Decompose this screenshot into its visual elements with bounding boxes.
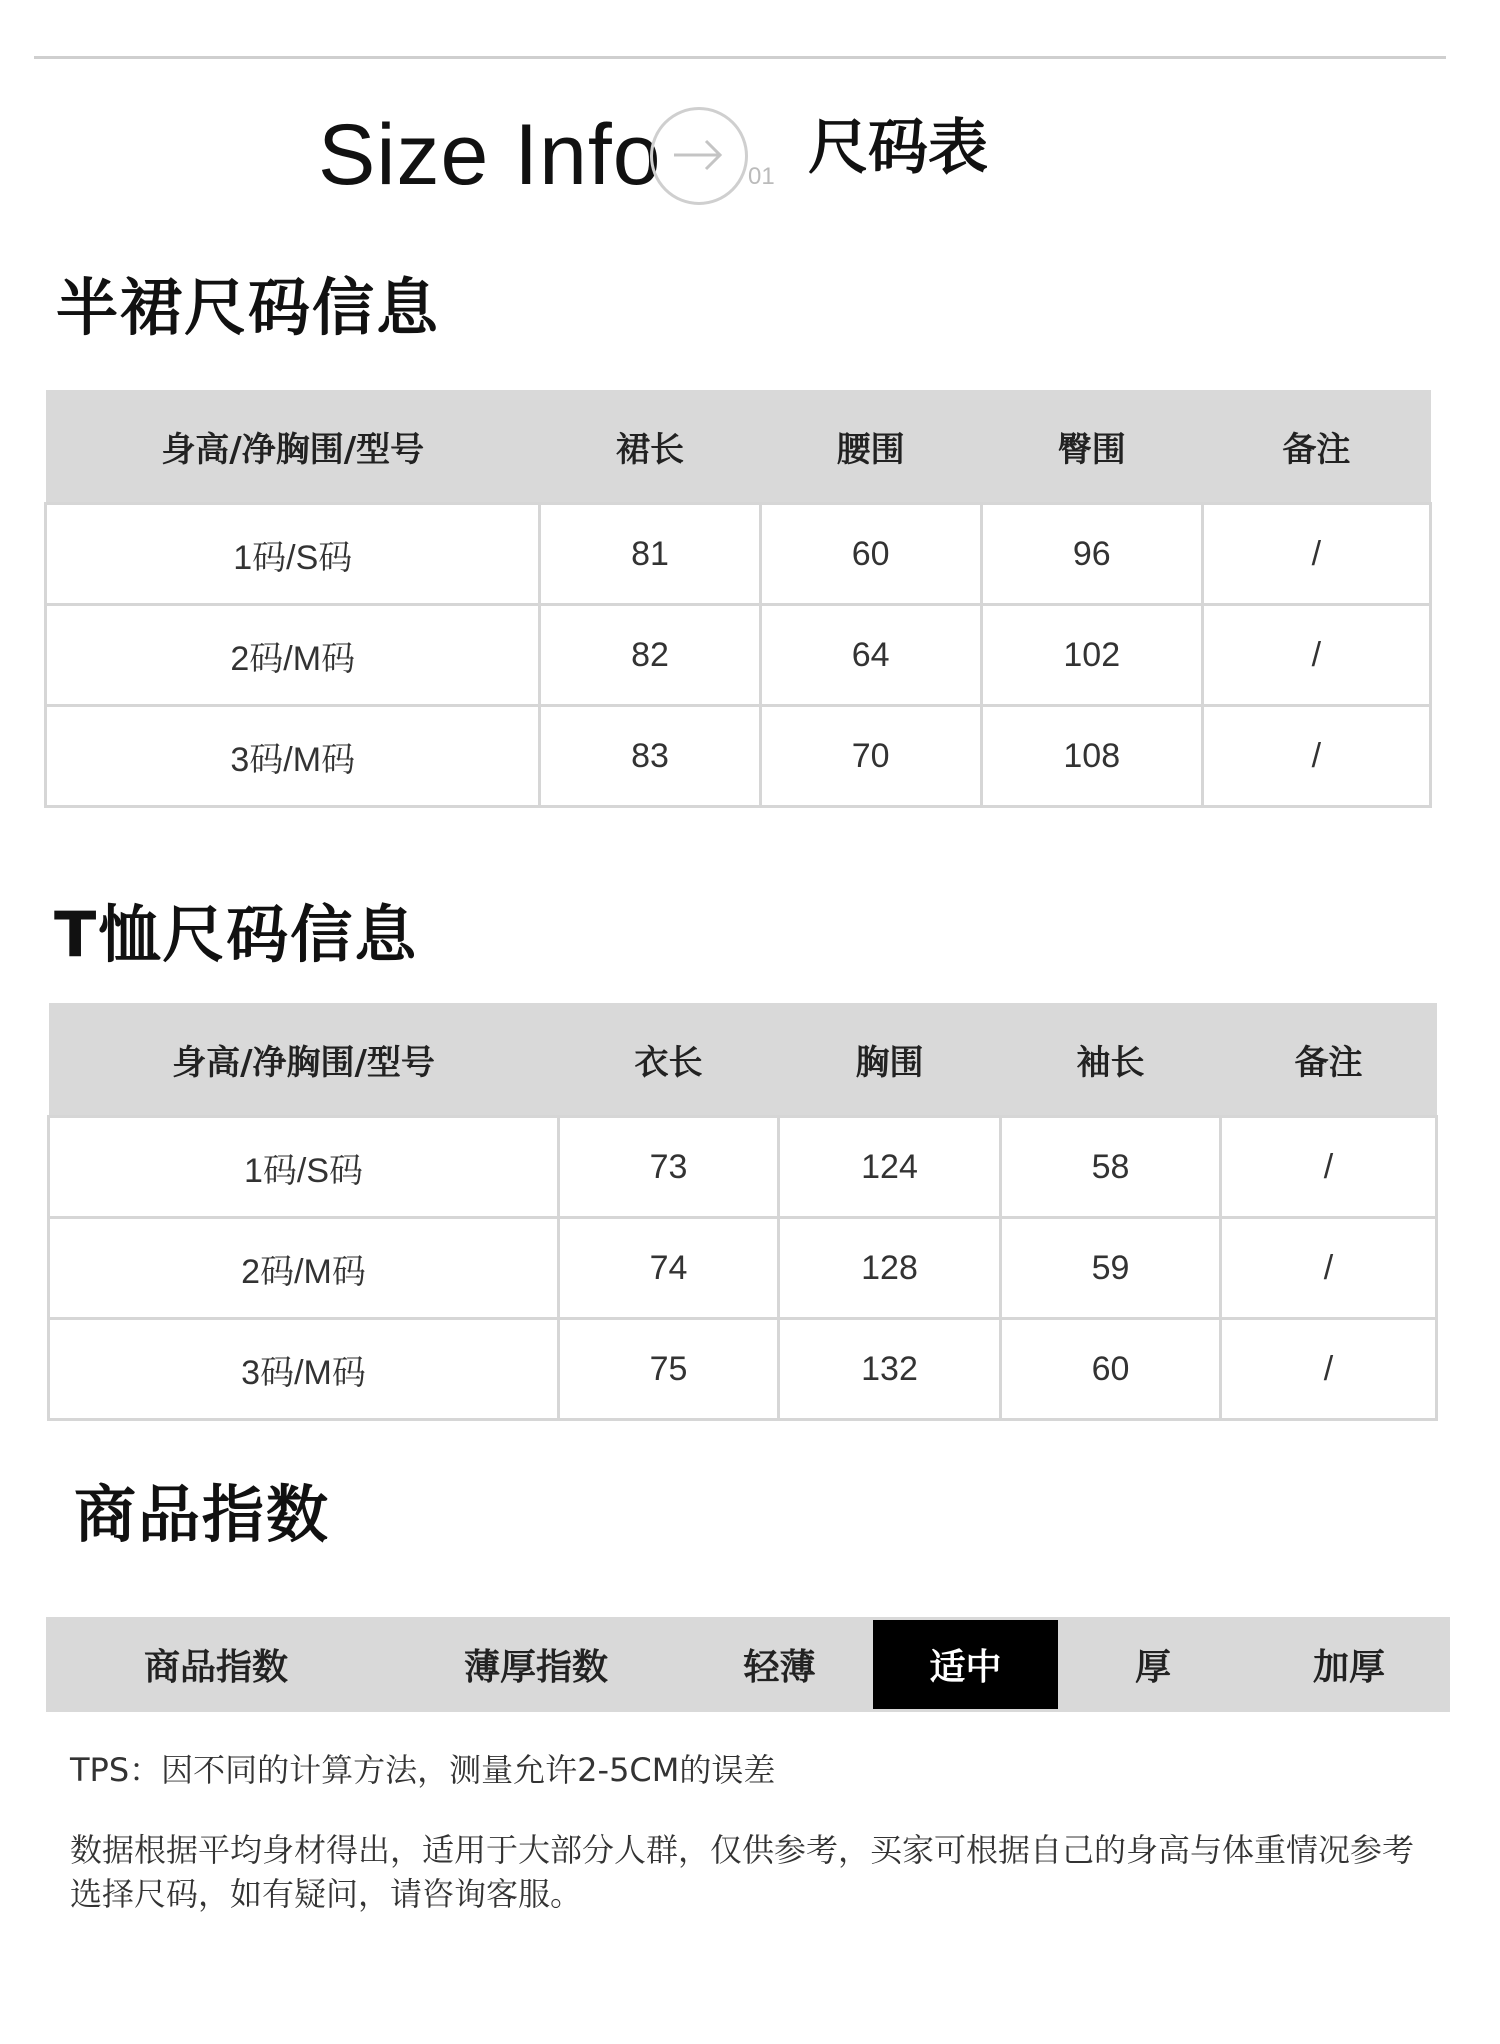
table-cell: 132 xyxy=(779,1319,1001,1420)
product-index-bar xyxy=(46,1617,1450,1712)
column-header: 裙长 xyxy=(540,390,760,504)
index-option-thin: 轻薄 xyxy=(743,1647,816,1688)
size-info-header xyxy=(0,95,1500,215)
index-option-thick: 厚 xyxy=(1134,1647,1171,1688)
table-cell: 1码/S码 xyxy=(49,1117,559,1218)
table-cell: 128 xyxy=(779,1218,1001,1319)
table-cell: 3码/M码 xyxy=(46,706,540,807)
top-divider xyxy=(34,56,1446,59)
thickness-index-label: 薄厚指数 xyxy=(463,1647,608,1688)
size-info-title: Size Info xyxy=(318,107,662,203)
table-cell: 124 xyxy=(779,1117,1001,1218)
table-cell: 96 xyxy=(981,504,1202,605)
index-option-medium-selected: 适中 xyxy=(873,1620,1058,1709)
disclaimer-note: 数据根据平均身材得出，适用于大部分人群，仅供参考，买家可根据自己的身高与体重情况参考选择尺码，如有疑问，请咨询客服。 xyxy=(70,1831,1415,1913)
table-cell: / xyxy=(1202,605,1430,706)
table-cell: 74 xyxy=(559,1218,779,1319)
table-cell: 58 xyxy=(1001,1117,1221,1218)
table-row xyxy=(46,706,1431,807)
table-row xyxy=(49,1117,1437,1218)
table-cell: 81 xyxy=(540,504,760,605)
table-row xyxy=(46,504,1431,605)
table-cell: 2码/M码 xyxy=(49,1218,559,1319)
table-row xyxy=(49,1319,1437,1420)
index-option-extra-thick: 加厚 xyxy=(1312,1647,1385,1688)
column-header: 袖长 xyxy=(1001,1003,1221,1117)
section-index: 01 xyxy=(748,163,775,190)
table-cell: 75 xyxy=(559,1319,779,1420)
table-cell: 60 xyxy=(760,504,981,605)
table-cell: / xyxy=(1202,504,1430,605)
column-header: 腰围 xyxy=(760,390,981,504)
table-cell: 2码/M码 xyxy=(46,605,540,706)
table-cell: 60 xyxy=(1001,1319,1221,1420)
column-header: 臀围 xyxy=(981,390,1202,504)
table-cell: 102 xyxy=(981,605,1202,706)
column-header: 身高/净胸围/型号 xyxy=(46,390,540,504)
table-header-row xyxy=(49,1003,1437,1117)
tps-note: TPS：因不同的计算方法，测量允许2-5CM的误差 xyxy=(70,1751,776,1789)
column-header: 备注 xyxy=(1221,1003,1437,1117)
table-header-row xyxy=(46,390,1431,504)
table-cell: / xyxy=(1221,1319,1437,1420)
skirt-size-table xyxy=(44,390,1432,808)
table-cell: 83 xyxy=(540,706,760,807)
table-cell: 108 xyxy=(981,706,1202,807)
table-cell: 3码/M码 xyxy=(49,1319,559,1420)
column-header: 身高/净胸围/型号 xyxy=(49,1003,559,1117)
product-index-title: 商品指数 xyxy=(74,1478,331,1551)
table-row xyxy=(46,605,1431,706)
table-cell: / xyxy=(1221,1117,1437,1218)
table-cell: 59 xyxy=(1001,1218,1221,1319)
table-cell: 64 xyxy=(760,605,981,706)
table-row xyxy=(49,1218,1437,1319)
column-header: 胸围 xyxy=(779,1003,1001,1117)
table-cell: / xyxy=(1221,1218,1437,1319)
tshirt-section-title: T恤尺码信息 xyxy=(54,898,419,971)
column-header: 备注 xyxy=(1202,390,1430,504)
tshirt-size-table xyxy=(47,1003,1438,1421)
size-chart-subtitle: 尺码表 xyxy=(808,113,988,183)
table-cell: 82 xyxy=(540,605,760,706)
table-cell: / xyxy=(1202,706,1430,807)
table-cell: 1码/S码 xyxy=(46,504,540,605)
column-header: 衣长 xyxy=(559,1003,779,1117)
arrow-right-icon xyxy=(666,123,730,187)
skirt-section-title: 半裙尺码信息 xyxy=(56,271,441,344)
index-label: 商品指数 xyxy=(143,1647,288,1688)
table-cell: 70 xyxy=(760,706,981,807)
table-cell: 73 xyxy=(559,1117,779,1218)
